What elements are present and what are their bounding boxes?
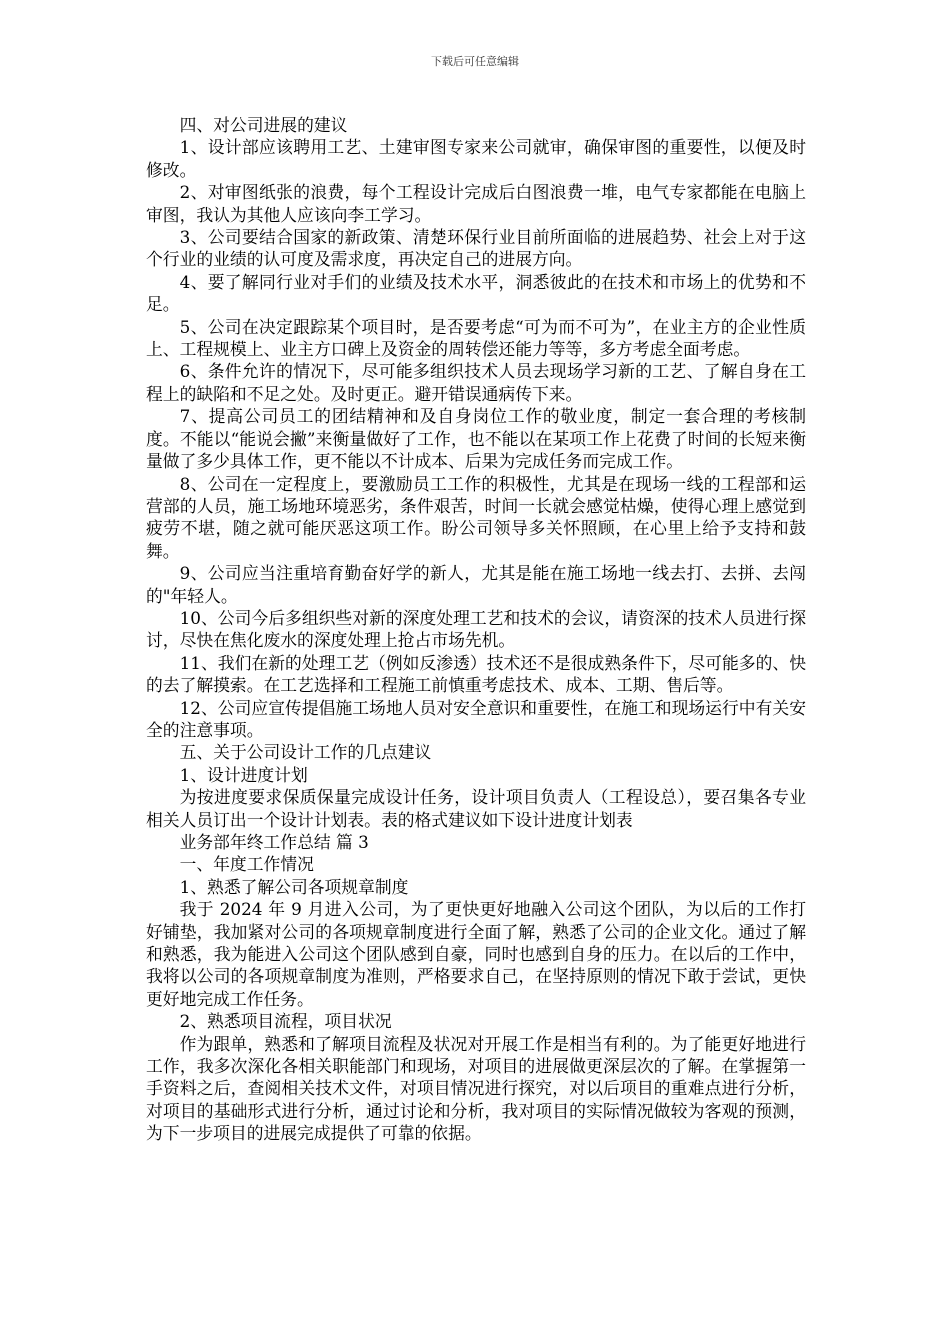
document-body (146, 114, 806, 1145)
paragraph: 12、公司应宣传提倡施工场地人员对安全意识和重要性，在施工和现场运行中有关安全的注意事项。 (146, 697, 806, 740)
paragraph: 10、公司今后多组织些对新的深度处理工艺和技术的会议，请资深的技术人员进行探讨，尽快在焦化废水的深度处理上抢占市场先机。 (146, 607, 806, 651)
paragraph: 4、要了解同行业对手们的业绩及技术水平，洞悉彼此的在技术和市场上的优势和不足。 (146, 271, 806, 315)
paragraph: 6、条件允许的情况下，尽可能多组织技术人员去现场学习新的工艺、了解自身在工程上的缺陷和不足之处。及时更正。避开错误通病传下来。 (146, 361, 806, 404)
paragraph: 我于 2024 年 9 月进入公司，为了更快更好地融入公司这个团队，为以后的工作打好铺垫，我加紧对公司的各项规章制度进行全面了解，熟悉了公司的企业文化。通过了解和熟悉，我为能进入公司这个团队感到自豪，同时也感到自身的压力。在以后的工作中，我将以公司的各项规章制度为准则，严格要求自己，在坚持原则的情况下敢于尝试，更快更好地完成工作任务。 (146, 899, 806, 1009)
section-heading-5: 五、关于公司设计工作的几点建议 (179, 742, 432, 763)
paragraph: 3、公司要结合国家的新政策、清楚环保行业目前所面临的进展趋势、社会上对于这个行业的业绩的认可度及需求度，再决定自己的进展方向。 (146, 227, 806, 270)
paragraph: 7、提高公司员工的团结精神和及自身岗位工作的敬业度，制定一套合理的考核制度。不能以“能说会撇”来衡量做好了工作，也不能以在某项工作上花费了时间的长短来衡量做了多少具体工作，更不能以不计成本、后果为完成任务而完成工作。 (146, 406, 806, 472)
paragraph: 2、对审图纸张的浪费，每个工程设计完成后白图浪费一堆，电气专家都能在电脑上审图，我认为其他人应该向李工学习。 (146, 182, 806, 225)
subheading: 1、熟悉了解公司各项规章制度 (179, 876, 409, 897)
paragraph: 5、公司在决定跟踪某个项目时，是否要考虑“可为而不可为”，在业主方的企业性质上、工程规模上、业主方口碑上及资金的周转偿还能力等等，多方考虑全面考虑。 (146, 316, 806, 360)
paragraph: 9、公司应当注重培育勤奋好学的新人，尤其是能在施工场地一线去打、去拼、去闯的"年轻人。 (146, 563, 806, 606)
paragraph: 1、设计部应该聘用工艺、土建审图专家来公司就审，确保审图的重要性，以便及时修改。 (146, 137, 806, 180)
paragraph: 11、我们在新的处理工艺（例如反渗透）技术还不是很成熟条件下，尽可能多的、快的去了解摸索。在工艺选择和工程施工前慎重考虑技术、成本、工期、售后等。 (146, 652, 806, 696)
paragraph: 作为跟单，熟悉和了解项目流程及状况对开展工作是相当有利的。为了能更好地进行工作，我多次深化各相关职能部门和现场，对项目的进展做更深层次的了解。在掌握第一手资料之后，查阅相关技术文件，对项目情况进行探究，对以后项目的重难点进行分析，对项目的基础形式进行分析，通过讨论和分析，我对项目的实际情况做较为客观的预测，为下一步项目的进展完成提供了可靠的依据。 (146, 1033, 806, 1144)
section-heading-1: 一、年度工作情况 (179, 854, 314, 875)
paragraph: 为按进度要求保质保量完成设计任务，设计项目负责人（工程设总），要召集各专业相关人员订出一个设计计划表。表的格式建议如下设计进度计划表 (146, 787, 806, 830)
subheading: 1、设计进度计划 (179, 764, 308, 785)
page-header-note: 下载后可任意编辑 (431, 55, 519, 68)
document-title: 业务部年终工作总结 篇 3 (179, 832, 369, 852)
subheading: 2、熟悉项目流程，项目状况 (179, 1011, 392, 1032)
section-heading-4: 四、对公司进展的建议 (179, 115, 348, 135)
paragraph: 8、公司在一定程度上，要激励员工工作的积极性，尤其是在现场一线的工程部和运营部的人员，施工场地环境恶劣，条件艰苦，时间一长就会感觉枯燥，使得心理上感觉到疲劳不堪，随之就可能厌恶这项工作。盼公司领导多关怀照顾，在心里上给予支持和鼓舞。 (146, 473, 806, 561)
